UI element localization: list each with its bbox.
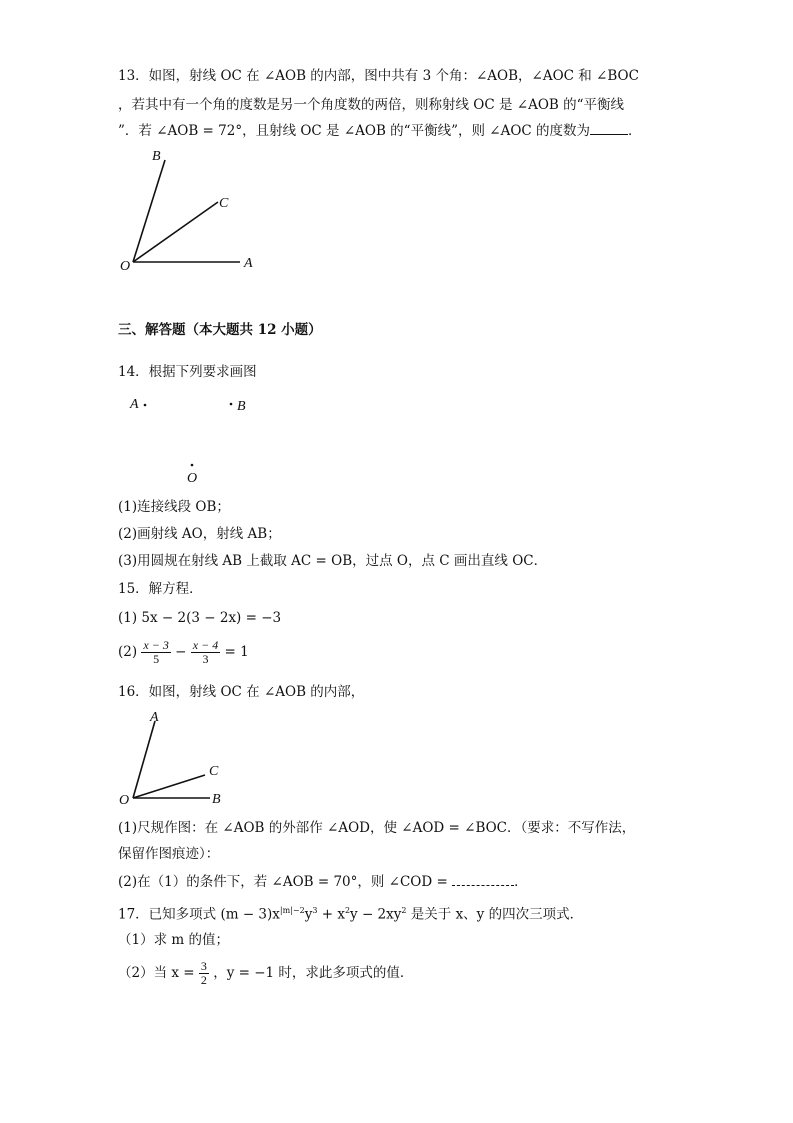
section-title: 三、解答题（本大题共 12 小题） xyxy=(118,322,322,338)
q17-title xyxy=(118,902,583,924)
q13-line1: 13．如图，射线 OC 在 ∠AOB 的内部，图中共有 3 个角：∠AOB，∠AOC 和 ∠BOC xyxy=(118,68,639,84)
ray-ob xyxy=(133,160,165,262)
q17-part2-suffix: ，y = −1 时，求此多项式的值． xyxy=(213,965,414,981)
point-a-label: A xyxy=(130,397,139,412)
q17-part2-prefix: （2）当 x = xyxy=(118,965,195,981)
fraction-2-num: x − 4 xyxy=(192,638,219,652)
q17-exp3: 2 xyxy=(344,906,351,915)
q13-figure xyxy=(115,140,275,275)
q16-part2-text: (2)在（1）的条件下，若 ∠AOB = 70°，则 ∠COD = xyxy=(118,874,448,890)
fraction-2-den: 3 xyxy=(202,652,209,666)
q15-title: 15．解方程． xyxy=(118,581,203,597)
q17-title-c: + x xyxy=(317,906,345,923)
ray-oc xyxy=(133,202,218,262)
q16-part1a: (1)尺规作图：在 ∠AOB 的外部作 ∠AOD，使 ∠AOD = ∠BOC．（要求：不写作法， xyxy=(118,820,636,836)
q14-title: 14．根据下列要求画图 xyxy=(118,364,257,380)
point-o-label: O xyxy=(187,471,198,486)
q15-part1: (1) 5x − 2(3 − 2x) = −3 xyxy=(118,610,282,626)
q14-part3: (3)用圆规在射线 AB 上截取 AC = OB，过点 O，点 C 画出直线 OC． xyxy=(118,553,548,569)
fraction-1-den: 5 xyxy=(153,652,160,666)
q15-part2 xyxy=(118,637,249,667)
q17-title-e: 是关于 x、y 的四次三项式． xyxy=(406,906,584,923)
fraction-2 xyxy=(191,639,220,666)
point-b-label: B xyxy=(237,399,246,414)
fraction-1 xyxy=(141,639,170,666)
q17-exp1: |m|−2 xyxy=(279,906,305,915)
q13-line3-end: ． xyxy=(628,123,642,139)
point-o xyxy=(191,464,194,467)
answer-blank xyxy=(452,873,514,886)
ray-oa xyxy=(133,721,155,798)
q15-part2-prefix: (2) xyxy=(118,644,138,660)
q17-title-d: y − 2xy xyxy=(350,906,402,923)
q16-title: 16．如图，射线 OC 在 ∠AOB 的内部， xyxy=(118,684,365,700)
q14-part2: (2)画射线 AO，射线 AB； xyxy=(118,526,281,542)
q17-part2 xyxy=(118,958,413,988)
label-c: C xyxy=(209,764,219,779)
fraction-x-den: 2 xyxy=(200,973,207,987)
q13-line2: ，若其中有一个角的度数是另一个角度数的两倍，则称射线 OC 是 ∠AOB 的“平衡线 xyxy=(118,97,625,113)
ray-oc xyxy=(133,775,205,798)
q17-part1: （1）求 m 的值； xyxy=(118,932,229,948)
q13-line3-text: ”．若 ∠AOB = 72°，且射线 OC 是 ∠AOB 的“平衡线”，则 ∠AOC 的度数为 xyxy=(118,123,591,139)
point-a xyxy=(144,404,147,407)
label-o: O xyxy=(120,259,131,274)
label-a: A xyxy=(244,256,253,271)
q17-title-a: 17．已知多项式 (m − 3)x xyxy=(118,906,280,923)
label-a: A xyxy=(150,710,159,725)
label-c: C xyxy=(219,196,229,211)
fraction-x-num: 3 xyxy=(200,959,207,973)
q14-part1: (1)连接线段 OB； xyxy=(118,499,230,515)
q17-exp2: 3 xyxy=(312,906,318,915)
point-b xyxy=(230,403,233,406)
label-b: B xyxy=(212,792,221,807)
minus-sign: − xyxy=(175,644,187,660)
q14-figure xyxy=(118,390,278,490)
q16-part2 xyxy=(118,873,528,891)
q13-line3 xyxy=(118,122,642,140)
answer-blank xyxy=(590,122,628,135)
q17-title-b: y xyxy=(304,906,313,923)
label-o: O xyxy=(119,793,130,808)
q16-figure xyxy=(115,705,235,810)
equation-rhs: = 1 xyxy=(224,644,249,660)
fraction-x xyxy=(199,960,209,987)
q16-part2-end: ． xyxy=(514,874,528,890)
q16-part1b: 保留作图痕迹）： xyxy=(118,846,220,862)
q17-exp4: 2 xyxy=(401,906,407,915)
fraction-1-num: x − 3 xyxy=(143,638,169,652)
label-b: B xyxy=(152,149,161,164)
